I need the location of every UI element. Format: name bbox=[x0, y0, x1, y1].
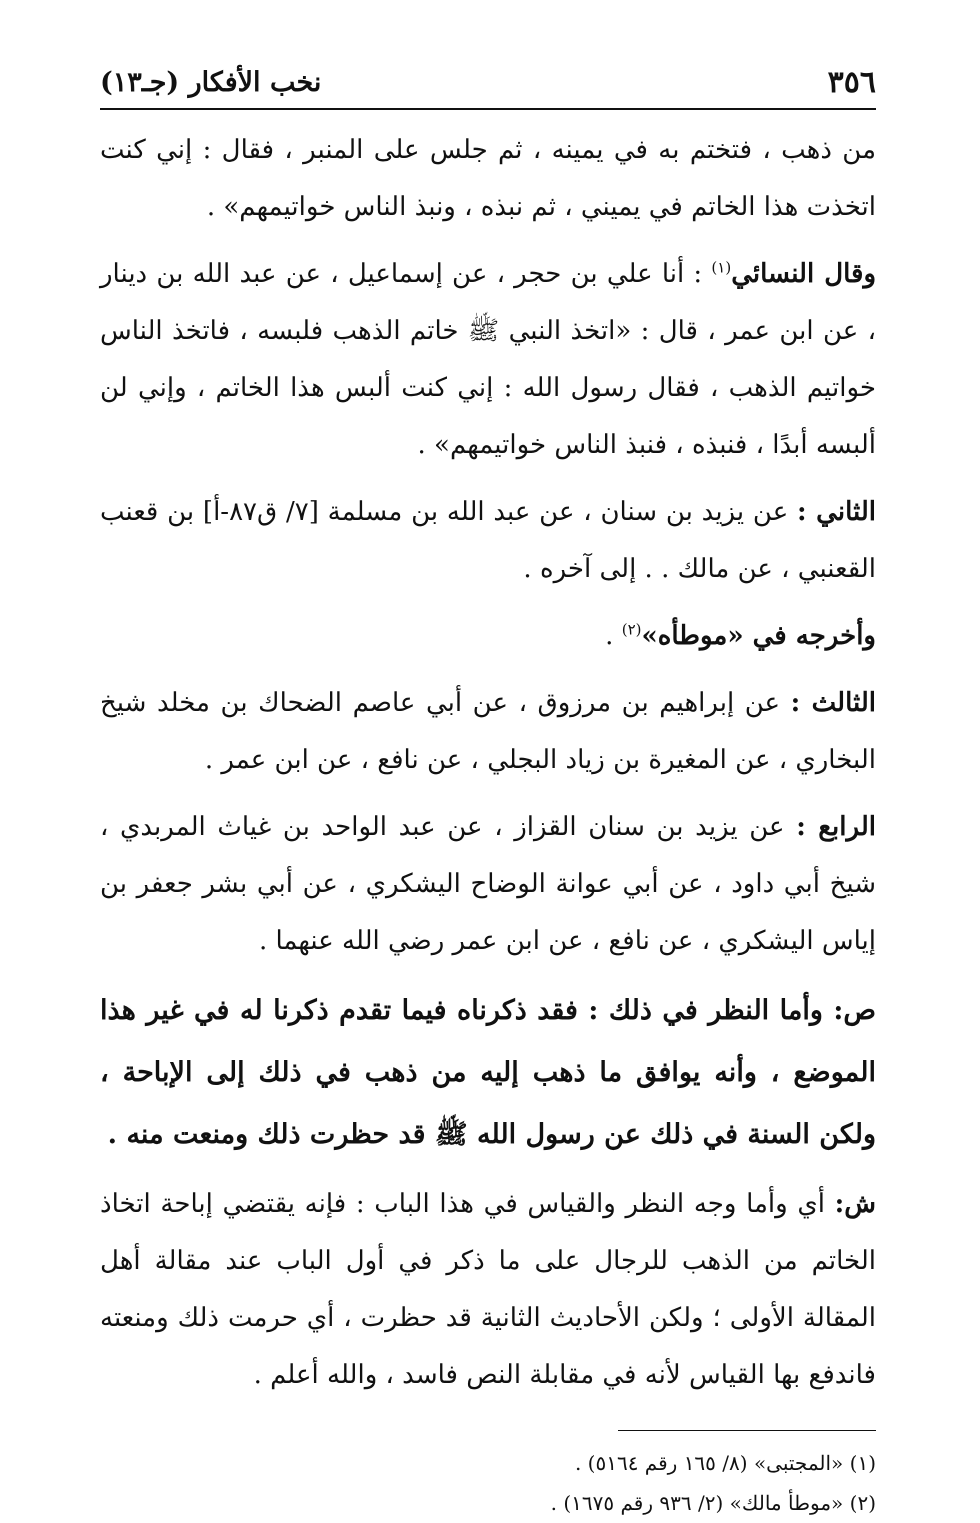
paragraph-lead: وأخرجه في «موطأه» bbox=[641, 621, 876, 651]
footnotes bbox=[100, 1443, 876, 1523]
commentary-text: أي وأما وجه النظر والقياس في هذا الباب : فإنه يقتضي إباحة اتخاذ الخاتم من الذهب للرجال على ما ذكر في أول الباب عند مقالة أهل المقالة الأولى ؛ ولكن الأحاديث الثانية قد حظرت ، أي حرمت ذلك ومنعته فاندفع بها القياس لأنه في مقابلة النص فاسد ، والله أعلم . bbox=[100, 1189, 876, 1390]
emphasis-paragraph: ص: وأما النظر في ذلك : فقد ذكرناه فيما تقدم ذكرنا له في غير هذا الموضع ، وأنه يوافق ما ذهب إليه من ذهب في ذلك إلى الإباحة ، ولكن السنة في ذلك عن رسول الله ﷺ قد حظرت ذلك ومنعت منه . bbox=[100, 995, 877, 1150]
commentary-lead: ش: bbox=[834, 1189, 876, 1219]
page-body bbox=[100, 122, 876, 1404]
footnote-item: (١) «المجتبى» (٨/ ١٦٥ رقم ٥١٦٤) . bbox=[574, 1451, 876, 1475]
page-header bbox=[100, 56, 876, 110]
paragraph-lead: الثاني : bbox=[797, 497, 876, 527]
book-page bbox=[100, 56, 876, 1523]
book-title: نخب الأفكار (جـ١٣) bbox=[100, 66, 322, 98]
paragraph-text: عن إبراهيم بن مرزوق ، عن أبي عاصم الضحاك بن مخلد شيخ البخاري ، عن المغيرة بن زياد البجلي ، عن نافع ، عن ابن عمر . bbox=[100, 688, 876, 775]
paragraph bbox=[100, 484, 876, 598]
paragraph-text: : أنا علي بن حجر ، عن إسماعيل ، عن عبد الله بن دينار ، عن ابن عمر ، قال : «اتخذ النبي ﷺ خاتم الذهب فلبسه ، فاتخذ الناس خواتيم الذهب ، فقال رسول الله : إني كنت ألبس هذا الخاتم ، وإني لن ألبسه أبدًا ، فنبذه ، فنبذ الناس خواتيمهم» . bbox=[100, 259, 876, 460]
commentary-paragraph bbox=[100, 1176, 876, 1404]
paragraph bbox=[100, 246, 876, 474]
paragraph-lead: الثالث : bbox=[790, 688, 877, 718]
paragraph-text: عن يزيد بن سنان ، عن عبد الله بن مسلمة [٧/ ق٨٧-أ] بن قعنب القعنبي ، عن مالك . . إلى آخره . bbox=[100, 497, 876, 584]
paragraph bbox=[100, 675, 876, 789]
footnote-ref[interactable]: (١) bbox=[711, 258, 732, 277]
paragraph bbox=[100, 799, 876, 970]
footnote-item: (٢) «موطأ مالك» (٢/ ٩٣٦ رقم ١٦٧٥) . bbox=[550, 1491, 876, 1515]
paragraph bbox=[100, 122, 876, 236]
paragraph-text: . bbox=[605, 621, 622, 651]
paragraph bbox=[100, 608, 876, 665]
paragraph-lead: الرابع : bbox=[796, 812, 876, 842]
footnote-divider bbox=[618, 1430, 876, 1431]
paragraph-lead: وقال النسائي bbox=[731, 259, 876, 289]
paragraph-text: من ذهب ، فتختم به في يمينه ، ثم جلس على المنبر ، فقال : إني كنت اتخذت هذا الخاتم في يميني ، ثم نبذه ، ونبذ الناس خواتيمهم» . bbox=[100, 135, 876, 222]
paragraph-text: عن يزيد بن سنان القزاز ، عن عبد الواحد بن غياث المربدي ، شيخ أبي داود ، عن أبي عوانة الوضاح اليشكري ، عن أبي بشر جعفر بن إياس اليشكري ، عن نافع ، عن ابن عمر رضي الله عنهما . bbox=[100, 812, 876, 956]
page-number: ٣٥٦ bbox=[827, 64, 876, 100]
footnote-ref[interactable]: (٢) bbox=[621, 620, 642, 639]
